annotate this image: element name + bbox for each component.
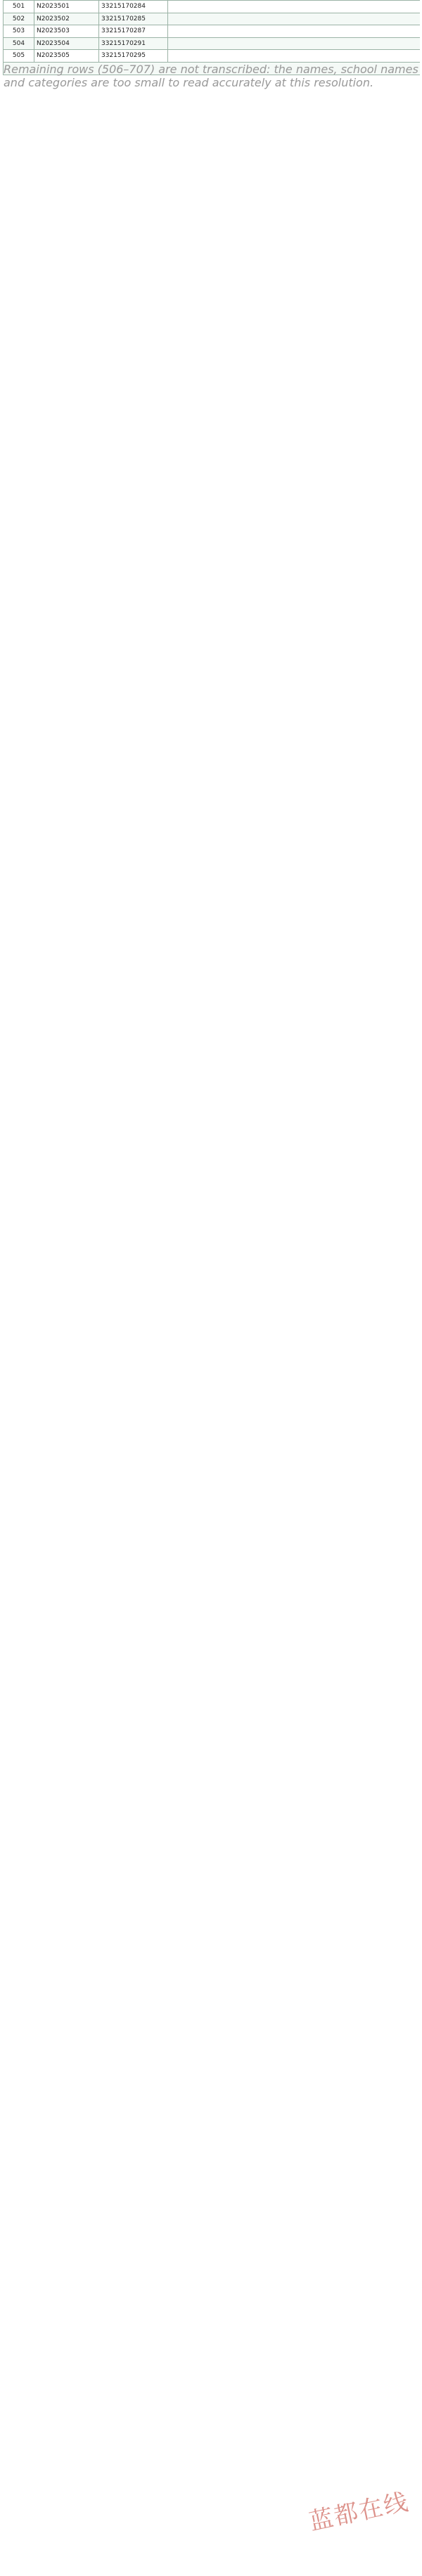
cell-no: 504	[4, 38, 34, 50]
admission-table	[3, 0, 420, 89]
cell-id: N2023503	[34, 25, 99, 37]
cell-code: 33215170284	[99, 1, 168, 13]
table-row	[4, 13, 420, 26]
cell-no: 501	[4, 1, 34, 13]
cell-no: 503	[4, 25, 34, 37]
cell-code: 33215170287	[99, 25, 168, 37]
table-row	[4, 25, 420, 38]
cell-id: N2023502	[34, 13, 99, 25]
cell-no: 505	[4, 50, 34, 62]
table-row	[4, 50, 420, 63]
cell-id: N2023505	[34, 50, 99, 62]
cell-id: N2023504	[34, 38, 99, 50]
transcription-note: Remaining rows (506–707) are not transcribed: the names, school names and categories are too small to read accurately at this resolution.	[4, 63, 420, 75]
table-row	[4, 38, 420, 51]
cell-id: N2023501	[34, 1, 99, 13]
cell-code: 33215170295	[99, 50, 168, 62]
cell-no: 502	[4, 13, 34, 25]
cell-code: 33215170291	[99, 38, 168, 50]
cell-code: 33215170285	[99, 13, 168, 25]
table-row	[4, 1, 420, 13]
site-watermark: 蓝都在线	[307, 2487, 412, 2537]
